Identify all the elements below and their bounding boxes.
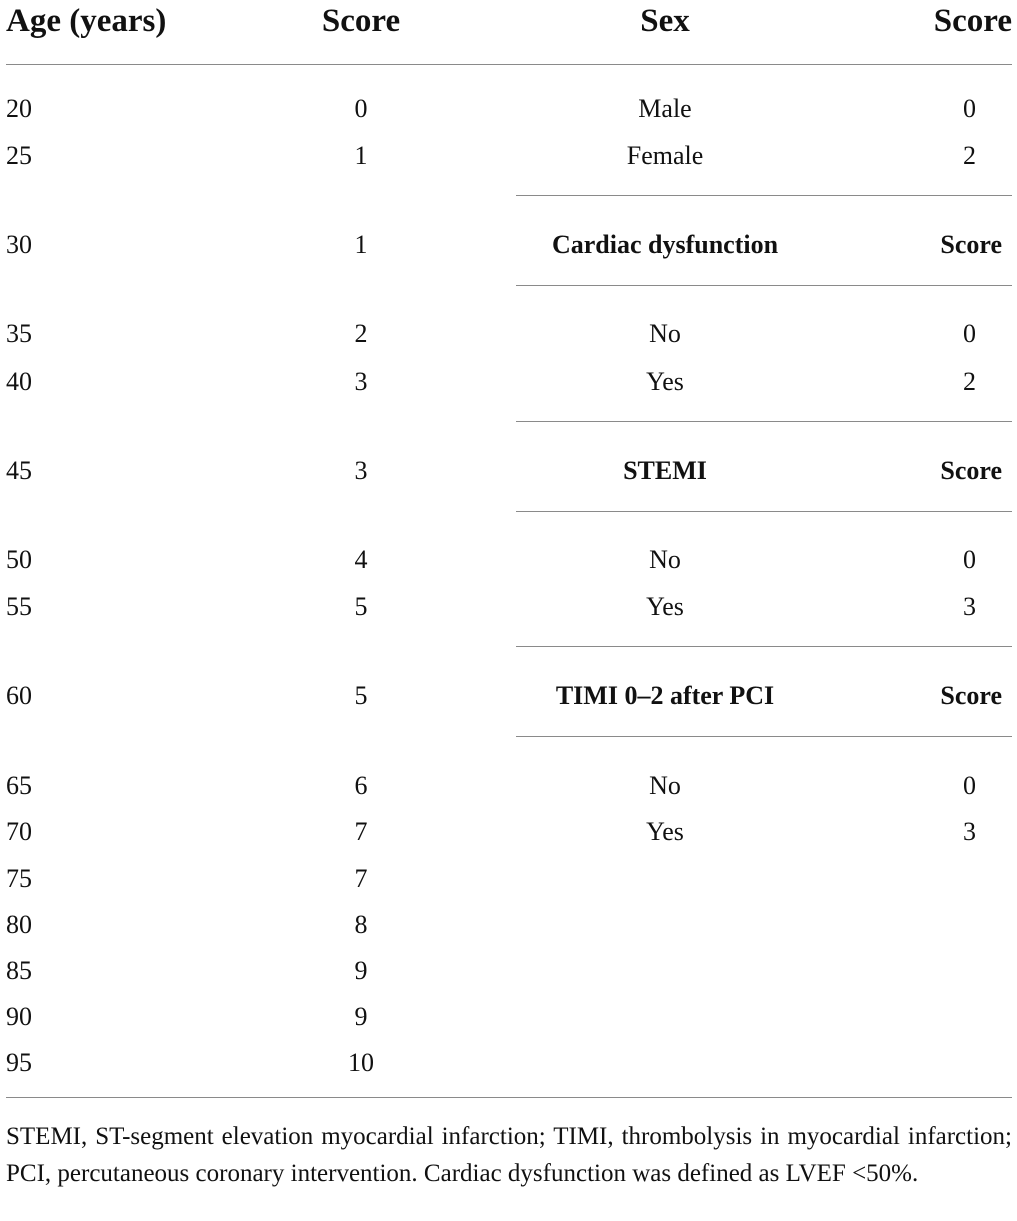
- age-score-cell: 3: [354, 456, 368, 485]
- age-cell: 25: [6, 141, 32, 170]
- age-cell: 80: [6, 910, 32, 939]
- section-row-score: 2: [963, 367, 976, 396]
- sex-label-cell: Female: [626, 141, 704, 170]
- section-title-timi: TIMI 0–2 after PCI: [555, 681, 775, 710]
- header-sex-score: Score: [933, 3, 1012, 39]
- section-row-label: Yes: [646, 367, 684, 396]
- age-cell: 35: [6, 319, 32, 348]
- section-row-label: Yes: [646, 592, 684, 621]
- age-score-cell: 1: [354, 230, 368, 259]
- age-score-cell: 7: [354, 817, 368, 846]
- section-row-label: No: [649, 771, 681, 800]
- age-score-cell: 5: [354, 681, 368, 710]
- age-cell: 30: [6, 230, 32, 259]
- section-row-score: 3: [963, 592, 976, 621]
- age-cell: 75: [6, 864, 32, 893]
- section-row-score: 0: [963, 545, 976, 574]
- age-score-cell: 4: [354, 545, 368, 574]
- age-score-cell: 10: [348, 1048, 374, 1077]
- age-cell: 70: [6, 817, 32, 846]
- age-score-cell: 9: [354, 956, 368, 985]
- section-rule: [516, 646, 1012, 647]
- age-cell: 45: [6, 456, 32, 485]
- sex-score-cell: 2: [963, 141, 976, 170]
- age-cell: 50: [6, 545, 32, 574]
- section-rule: [516, 421, 1012, 422]
- section-row-label: No: [649, 545, 681, 574]
- section-title-stemi: STEMI: [623, 456, 707, 485]
- age-cell: 65: [6, 771, 32, 800]
- age-cell: 95: [6, 1048, 32, 1077]
- header-rule: [6, 64, 1012, 65]
- age-cell: 40: [6, 367, 32, 396]
- age-cell: 60: [6, 681, 32, 710]
- sex-score-cell: 0: [963, 94, 976, 123]
- table-bottom-rule: [6, 1097, 1012, 1098]
- header-sex: Sex: [640, 3, 690, 39]
- section-score-label: Score: [940, 230, 1002, 259]
- header-age-score: Score: [321, 3, 401, 39]
- table-footnote: STEMI, ST-segment elevation myocardial infarction; TIMI, thrombolysis in myocardial infarction; PCI, percutaneous coronary intervention. Cardiac dysfunction was defined as LVEF <50%.: [6, 1123, 1012, 1187]
- age-cell: 90: [6, 1002, 32, 1031]
- header-age: Age (years): [6, 3, 167, 39]
- section-rule: [516, 285, 1012, 286]
- age-score-cell: 1: [354, 141, 368, 170]
- age-score-cell: 0: [354, 94, 368, 123]
- section-row-label: No: [649, 319, 681, 348]
- section-rule: [516, 736, 1012, 737]
- age-cell: 20: [6, 94, 32, 123]
- age-score-cell: 9: [354, 1002, 368, 1031]
- age-score-cell: 5: [354, 592, 368, 621]
- section-row-label: Yes: [646, 817, 684, 846]
- section-rule: [516, 195, 1012, 196]
- section-row-score: 0: [963, 771, 976, 800]
- age-cell: 55: [6, 592, 32, 621]
- age-cell: 85: [6, 956, 32, 985]
- section-title-cardiac: Cardiac dysfunction: [551, 230, 779, 259]
- section-row-score: 3: [963, 817, 976, 846]
- age-score-cell: 6: [354, 771, 368, 800]
- section-score-label: Score: [940, 681, 1002, 710]
- age-score-cell: 8: [354, 910, 368, 939]
- sex-label-cell: Male: [638, 94, 692, 123]
- age-score-cell: 2: [354, 319, 368, 348]
- age-score-cell: 7: [354, 864, 368, 893]
- section-rule: [516, 511, 1012, 512]
- age-score-cell: 3: [354, 367, 368, 396]
- section-score-label: Score: [940, 456, 1002, 485]
- section-row-score: 0: [963, 319, 976, 348]
